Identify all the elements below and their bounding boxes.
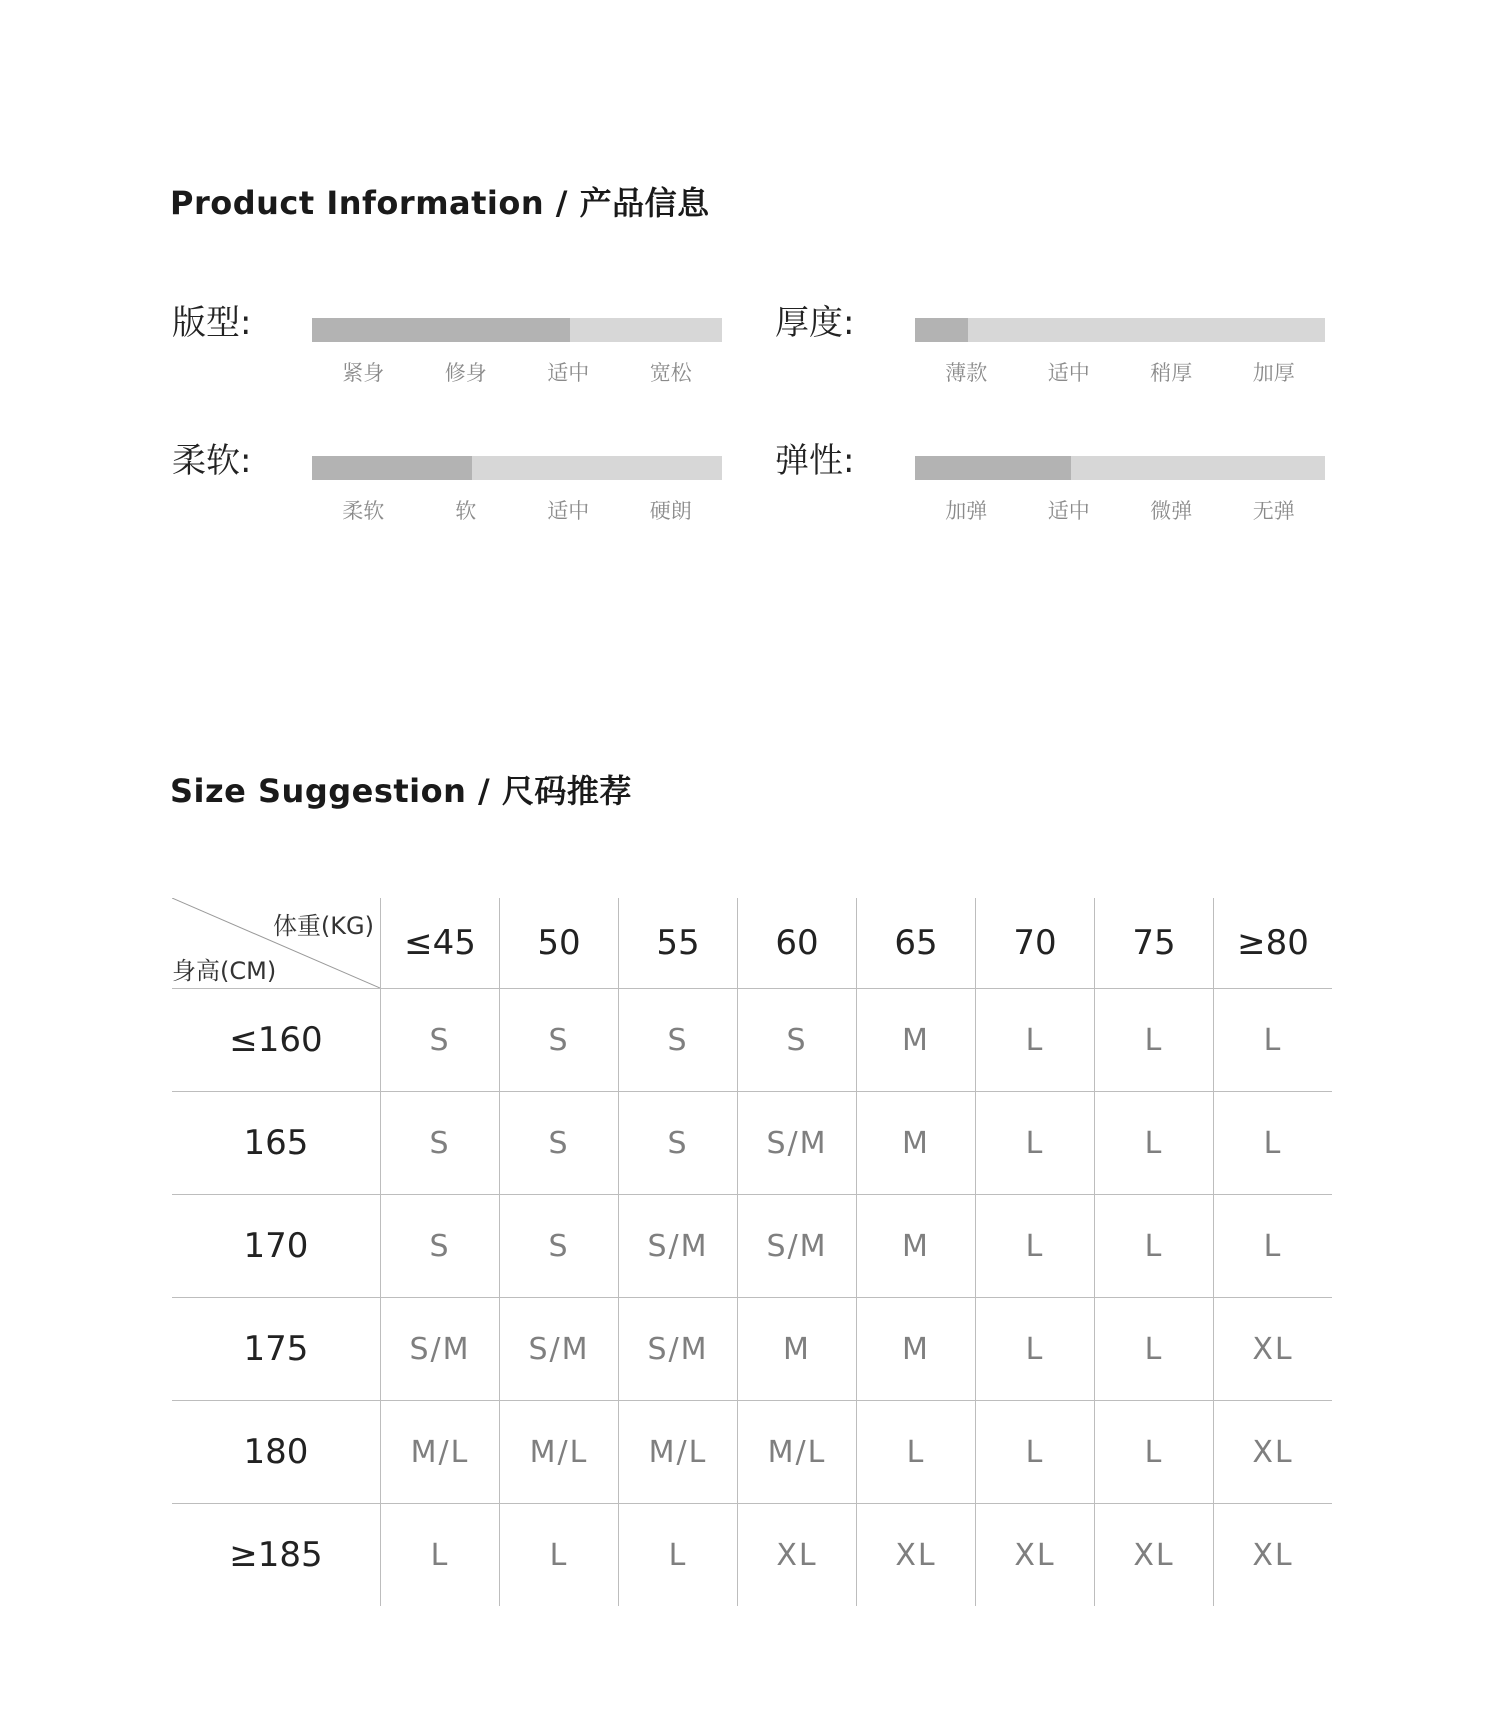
height-cell: 175 <box>172 1298 381 1401</box>
attribute-bar <box>312 456 722 480</box>
scale-label: 稍厚 <box>1150 361 1193 385</box>
size-cell: S/M <box>500 1298 619 1401</box>
size-cell: S <box>619 989 738 1092</box>
size-cell: L <box>1214 1092 1333 1195</box>
weight-header: ≤45 <box>381 898 500 989</box>
size-cell: M/L <box>619 1401 738 1504</box>
size-cell: S/M <box>381 1298 500 1401</box>
attribute-label: 弹性: <box>775 441 855 481</box>
size-cell: S <box>500 989 619 1092</box>
attribute-fit <box>172 295 762 395</box>
size-cell: L <box>619 1504 738 1607</box>
size-cell: L <box>1214 989 1333 1092</box>
size-cell: S <box>381 989 500 1092</box>
size-cell: M/L <box>738 1401 857 1504</box>
scale-label: 宽松 <box>649 361 692 385</box>
scale-label: 微弹 <box>1150 499 1193 523</box>
size-cell: L <box>1095 1298 1214 1401</box>
attribute-bar-fill <box>312 318 570 342</box>
size-cell: XL <box>1214 1401 1333 1504</box>
size-cell: S <box>500 1092 619 1195</box>
attribute-bar-fill <box>312 456 472 480</box>
height-cell: 165 <box>172 1092 381 1195</box>
scale-label: 适中 <box>547 361 590 385</box>
weight-header: 65 <box>857 898 976 989</box>
table-row <box>172 1298 1332 1401</box>
size-cell: L <box>976 1401 1095 1504</box>
weight-header: 55 <box>619 898 738 989</box>
size-cell: XL <box>976 1504 1095 1607</box>
size-cell: L <box>976 1195 1095 1298</box>
attribute-thickness <box>775 295 1365 395</box>
size-cell: L <box>381 1504 500 1607</box>
attribute-label: 柔软: <box>172 441 252 481</box>
size-cell: M <box>857 1298 976 1401</box>
size-cell: L <box>1095 1092 1214 1195</box>
attribute-label: 厚度: <box>775 303 855 343</box>
weight-header-row <box>172 898 1332 989</box>
size-cell: XL <box>1214 1298 1333 1401</box>
height-axis-label: 身高(CM) <box>172 957 277 985</box>
size-cell: L <box>976 1092 1095 1195</box>
size-cell: M <box>857 1195 976 1298</box>
table-row <box>172 1092 1332 1195</box>
size-cell: L <box>1095 1401 1214 1504</box>
size-cell: M <box>857 1092 976 1195</box>
size-cell: M <box>738 1298 857 1401</box>
product-info-title: Product Information / 产品信息 <box>170 184 710 222</box>
size-cell: XL <box>1095 1504 1214 1607</box>
scale-label: 适中 <box>1047 499 1090 523</box>
scale-label: 硬朗 <box>649 499 692 523</box>
weight-axis-label: 体重(KG) <box>272 912 374 940</box>
weight-header: 75 <box>1095 898 1214 989</box>
attribute-bar <box>915 318 1325 342</box>
size-cell: L <box>857 1401 976 1504</box>
size-cell: M <box>857 989 976 1092</box>
scale-label: 加弹 <box>945 499 988 523</box>
attribute-bar-fill <box>915 456 1071 480</box>
size-cell: S/M <box>738 1195 857 1298</box>
attribute-bar <box>312 318 722 342</box>
size-cell: S/M <box>738 1092 857 1195</box>
size-cell: S <box>619 1092 738 1195</box>
size-cell: S <box>381 1092 500 1195</box>
table-row <box>172 1504 1332 1607</box>
height-cell: 170 <box>172 1195 381 1298</box>
size-cell: M/L <box>381 1401 500 1504</box>
scale-label: 软 <box>455 499 477 523</box>
size-cell: S <box>500 1195 619 1298</box>
weight-header: 50 <box>500 898 619 989</box>
size-cell: XL <box>738 1504 857 1607</box>
size-cell: L <box>1095 989 1214 1092</box>
size-cell: M/L <box>500 1401 619 1504</box>
attribute-elasticity <box>775 433 1365 533</box>
weight-header: 60 <box>738 898 857 989</box>
size-cell: L <box>500 1504 619 1607</box>
height-cell: ≤160 <box>172 989 381 1092</box>
attribute-bar-fill <box>915 318 968 342</box>
scale-label: 薄款 <box>945 361 988 385</box>
attribute-softness <box>172 433 762 533</box>
size-cell: L <box>1095 1195 1214 1298</box>
scale-label: 适中 <box>547 499 590 523</box>
size-cell: S <box>381 1195 500 1298</box>
attribute-bar <box>915 456 1325 480</box>
scale-label: 加厚 <box>1252 361 1295 385</box>
size-cell: S <box>738 989 857 1092</box>
size-cell: L <box>976 1298 1095 1401</box>
scale-label: 修身 <box>444 361 487 385</box>
size-table <box>172 898 1332 1606</box>
height-cell: ≥185 <box>172 1504 381 1607</box>
scale-label: 无弹 <box>1252 499 1295 523</box>
table-row <box>172 1401 1332 1504</box>
size-cell: XL <box>857 1504 976 1607</box>
height-cell: 180 <box>172 1401 381 1504</box>
table-row <box>172 1195 1332 1298</box>
attribute-label: 版型: <box>172 303 252 343</box>
size-cell: L <box>976 989 1095 1092</box>
size-cell: L <box>1214 1195 1333 1298</box>
size-cell: S/M <box>619 1298 738 1401</box>
weight-header: ≥80 <box>1214 898 1333 989</box>
scale-label: 柔软 <box>342 499 385 523</box>
scale-label: 紧身 <box>342 361 385 385</box>
scale-label: 适中 <box>1047 361 1090 385</box>
size-cell: XL <box>1214 1504 1333 1607</box>
table-row <box>172 989 1332 1092</box>
size-suggestion-title: Size Suggestion / 尺码推荐 <box>170 772 632 810</box>
size-cell: S/M <box>619 1195 738 1298</box>
corner-cell <box>172 898 381 989</box>
weight-header: 70 <box>976 898 1095 989</box>
